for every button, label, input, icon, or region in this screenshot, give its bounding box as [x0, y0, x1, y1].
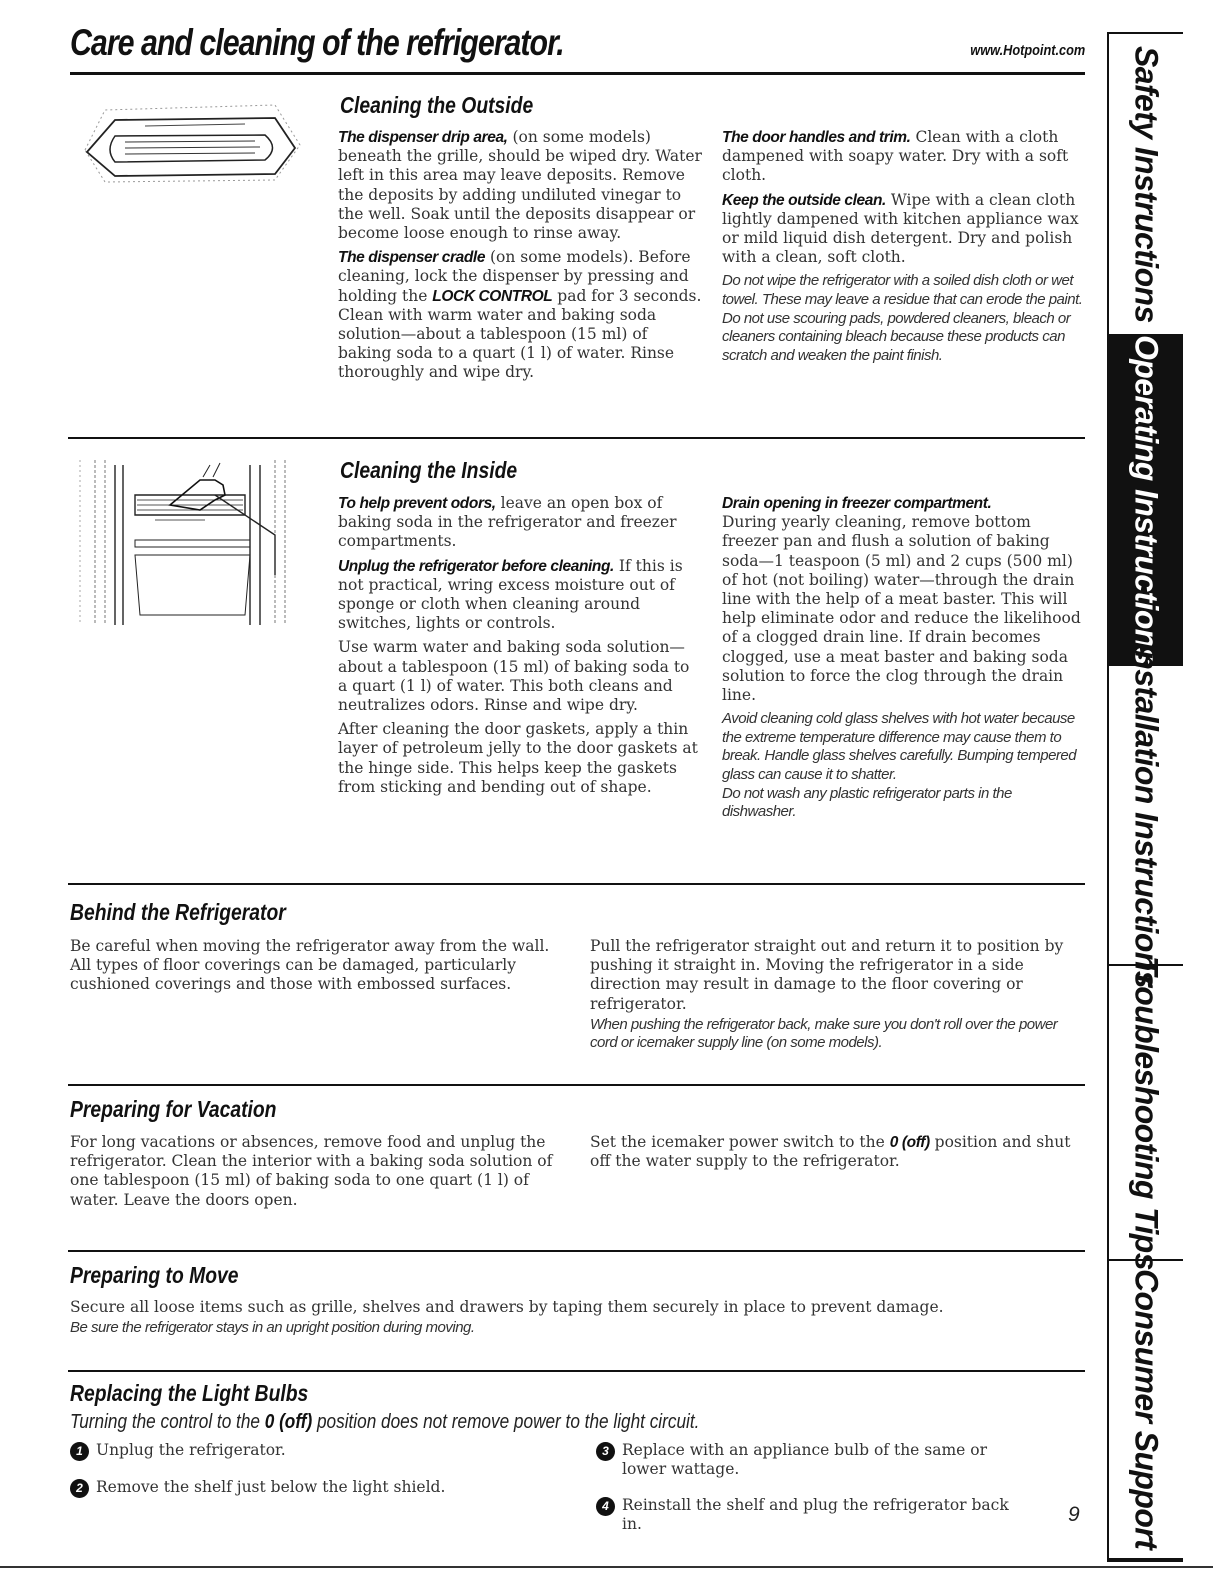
prevent-odors-paragraph: [338, 494, 703, 552]
drip-area-lead: The dispenser drip area,: [338, 129, 508, 146]
tab-label: Safety Instructions: [1128, 45, 1165, 323]
behind-right-text: Pull the refrigerator straight out and return it to position by pushing it straight in. Moving the refrigerator in a side direction may result in damage to the floor covering or refrigerator.: [590, 937, 1064, 1013]
tab-label: Operating Instructions: [1128, 335, 1165, 665]
section-heading-vacation: Preparing for Vacation: [70, 1096, 277, 1122]
lock-control-label: LOCK CONTROL: [432, 287, 553, 305]
subheading-off-label: 0 (off): [264, 1411, 313, 1433]
section-heading-behind: Behind the Refrigerator: [70, 899, 286, 925]
bulb-step-4: [596, 1496, 1016, 1534]
outside-right-column: [722, 128, 1087, 369]
step-text: Replace with an appliance bulb of the same or lower wattage.: [622, 1441, 988, 1478]
tab-label: Troubleshooting Tips: [1128, 955, 1165, 1270]
dispenser-drip-tray-illustration: [75, 90, 315, 190]
door-handles-text: Clean with a cloth dampened with soapy water. Dry with a soft cloth.: [722, 128, 1069, 185]
header-rule: [70, 72, 1085, 75]
dispenser-cradle-text-1: (on some models). Before cleaning, lock the dispenser by pressing and holding the: [338, 248, 691, 305]
behind-right-column: [590, 937, 1080, 1057]
tab-label: Consumer Support: [1128, 1269, 1165, 1550]
door-gaskets-paragraph: After cleaning the door gaskets, apply a thin layer of petroleum jelly to the door gaskets at the hinge side. This helps keep the gaskets from sticking and bending out of shape.: [338, 720, 698, 796]
section-heading-move: Preparing to Move: [70, 1262, 239, 1288]
page-number: 9: [1068, 1503, 1080, 1526]
section-tabs: [1107, 32, 1183, 1562]
section-rule: [68, 437, 1085, 439]
bulb-step-1: [70, 1441, 550, 1460]
tab-operating-instructions[interactable]: [1109, 336, 1183, 666]
behind-left-text: Be careful when moving the refrigerator away from the wall. All types of floor coverings can be damaged, particularly cushioned coverings and those with embossed surfaces.: [70, 937, 550, 994]
section-rule: [68, 1084, 1085, 1086]
outside-warning-note: Do not wipe the refrigerator with a soiled dish cloth or wet towel. These may leave a residue that can erode the paint. Do not use scouring pads, powdered cleaners, bleach or cleaners containing bleach because these products can scratch and weaken the paint finish.: [722, 272, 1083, 364]
move-note: Be sure the refrigerator stays in an upright position during moving.: [70, 1319, 475, 1337]
behind-note: When pushing the refrigerator back, make sure you don't roll over the power cord or icemaker supply line (on some models).: [590, 1015, 1058, 1052]
bulb-step-3: [596, 1441, 1016, 1479]
unplug-text: If this is not practical, wring excess moisture out of sponge or cloth when cleaning around switches, lights or controls.: [338, 556, 683, 633]
glass-shelves-note: Avoid cleaning cold glass shelves with hot water because the extreme temperature difference may cause them to break. Handle glass shelves carefully. Bumping tempered glass can cause it to shatter.: [722, 710, 1077, 784]
section-heading-light-bulbs: Replacing the Light Bulbs: [70, 1380, 309, 1406]
drain-opening-text: During yearly cleaning, remove bottom freezer pan and flush a solution of baking soda—1 teaspoon (5 ml) and 2 cups (500 ml) of hot (not boiling) water—through the drain line with the help of a meat baster. This will help eliminate odor and reduce the likelihood of a clogged drain line. If drain becomes clogged, use a meat baster and baking soda solution to force the clog through the drain line.: [722, 513, 1081, 705]
vacation-right-text-1: Set the icemaker power switch to the: [590, 1133, 890, 1151]
warm-water-paragraph: Use warm water and baking soda solution—about a tablespoon (15 ml) of baking soda to a quart (1 l) of water. This both cleans and neutralizes odors. Rinse and wipe dry.: [338, 638, 690, 715]
step-text: Reinstall the shelf and plug the refrigerator back in.: [622, 1496, 1009, 1533]
refrigerator-interior-illustration: [75, 455, 315, 630]
inside-right-column: [722, 494, 1087, 826]
dishwasher-note: Do not wash any plastic refrigerator parts in the dishwasher.: [722, 784, 1012, 821]
step-number-badge: 1: [70, 1442, 89, 1461]
section-heading-cleaning-inside: Cleaning the Inside: [340, 457, 518, 483]
dispenser-cradle-paragraph: [338, 248, 703, 382]
off-position-label: 0 (off): [889, 1134, 930, 1151]
subheading-text-2: position does not remove power to the light circuit.: [312, 1411, 700, 1433]
prevent-odors-text: leave an open box of baking soda in the refrigerator and freezer compartments.: [338, 494, 677, 551]
step-number-badge: 2: [70, 1479, 89, 1498]
move-text: Secure all loose items such as grille, shelves and drawers by taping them securely in place to prevent damage.: [70, 1298, 944, 1316]
tab-installation-instructions[interactable]: [1109, 642, 1183, 988]
bulb-step-2: [70, 1478, 550, 1497]
unplug-lead: Unplug the refrigerator before cleaning.: [338, 557, 614, 575]
keep-clean-lead: Keep the outside clean.: [722, 191, 886, 209]
section-rule: [68, 1370, 1085, 1372]
step-text: Unplug the refrigerator.: [96, 1441, 286, 1459]
vacation-right-column: [590, 1133, 1080, 1171]
step-text: Remove the shelf just below the light shield.: [96, 1478, 446, 1496]
outside-left-column: [338, 128, 703, 388]
section-rule: [68, 883, 1085, 885]
tab-consumer-support[interactable]: [1109, 1261, 1183, 1560]
website-url[interactable]: www.Hotpoint.com: [970, 42, 1085, 59]
step-number-badge: 4: [596, 1497, 615, 1516]
light-bulbs-subheading: [70, 1411, 699, 1434]
prevent-odors-lead: To help prevent odors,: [338, 495, 496, 512]
tab-safety-instructions[interactable]: [1109, 34, 1183, 336]
inside-left-column: [338, 494, 703, 802]
section-heading-cleaning-outside: Cleaning the Outside: [340, 92, 534, 118]
subheading-text-1: Turning the control to the: [70, 1411, 265, 1433]
page-title: Care and cleaning of the refrigerator.: [70, 22, 564, 63]
drip-area-paragraph: [338, 128, 703, 243]
section-rule: [68, 1250, 1085, 1252]
move-column: [70, 1298, 1080, 1342]
drain-opening-lead: Drain opening in freezer compartment.: [722, 495, 992, 512]
drip-area-text: (on some models) beneath the grille, should be wiped dry. Water left in this area may leave deposits. Remove the deposits by adding undiluted vinegar to the well. Soak until the deposits disappear or become loose enough to rinse away.: [338, 128, 702, 243]
door-handles-lead: The door handles and trim.: [722, 129, 911, 146]
unplug-paragraph: [338, 557, 703, 634]
vacation-left-text: For long vacations or absences, remove food and unplug the refrigerator. Clean the interior with a baking soda solution of one tablespoon (15 ml) of baking soda to one quart (1 l) of water. Leave the doors open.: [70, 1133, 553, 1209]
dispenser-cradle-lead: The dispenser cradle: [338, 249, 486, 267]
vacation-right-text-2: position and shut off the water supply to the refrigerator.: [590, 1133, 1071, 1171]
tab-troubleshooting-tips[interactable]: [1109, 955, 1183, 1270]
keep-clean-text: Wipe with a clean cloth lightly dampened with kitchen appliance wax or mild liquid dish detergent. Dry and polish with a clean, soft cloth.: [722, 190, 1079, 267]
page-bottom-edge: [0, 1566, 1213, 1568]
step-number-badge: 3: [596, 1442, 615, 1461]
keep-clean-paragraph: [722, 191, 1087, 268]
door-handles-paragraph: [722, 128, 1087, 186]
tab-label: Installation Instructions: [1128, 642, 1165, 988]
dispenser-cradle-text-2: pad for 3 seconds. Clean with warm water and baking soda solution—about a tablespoon (15 ml) of baking soda to a quart (1 l) of water. Rinse thoroughly and wipe dry.: [338, 286, 702, 382]
